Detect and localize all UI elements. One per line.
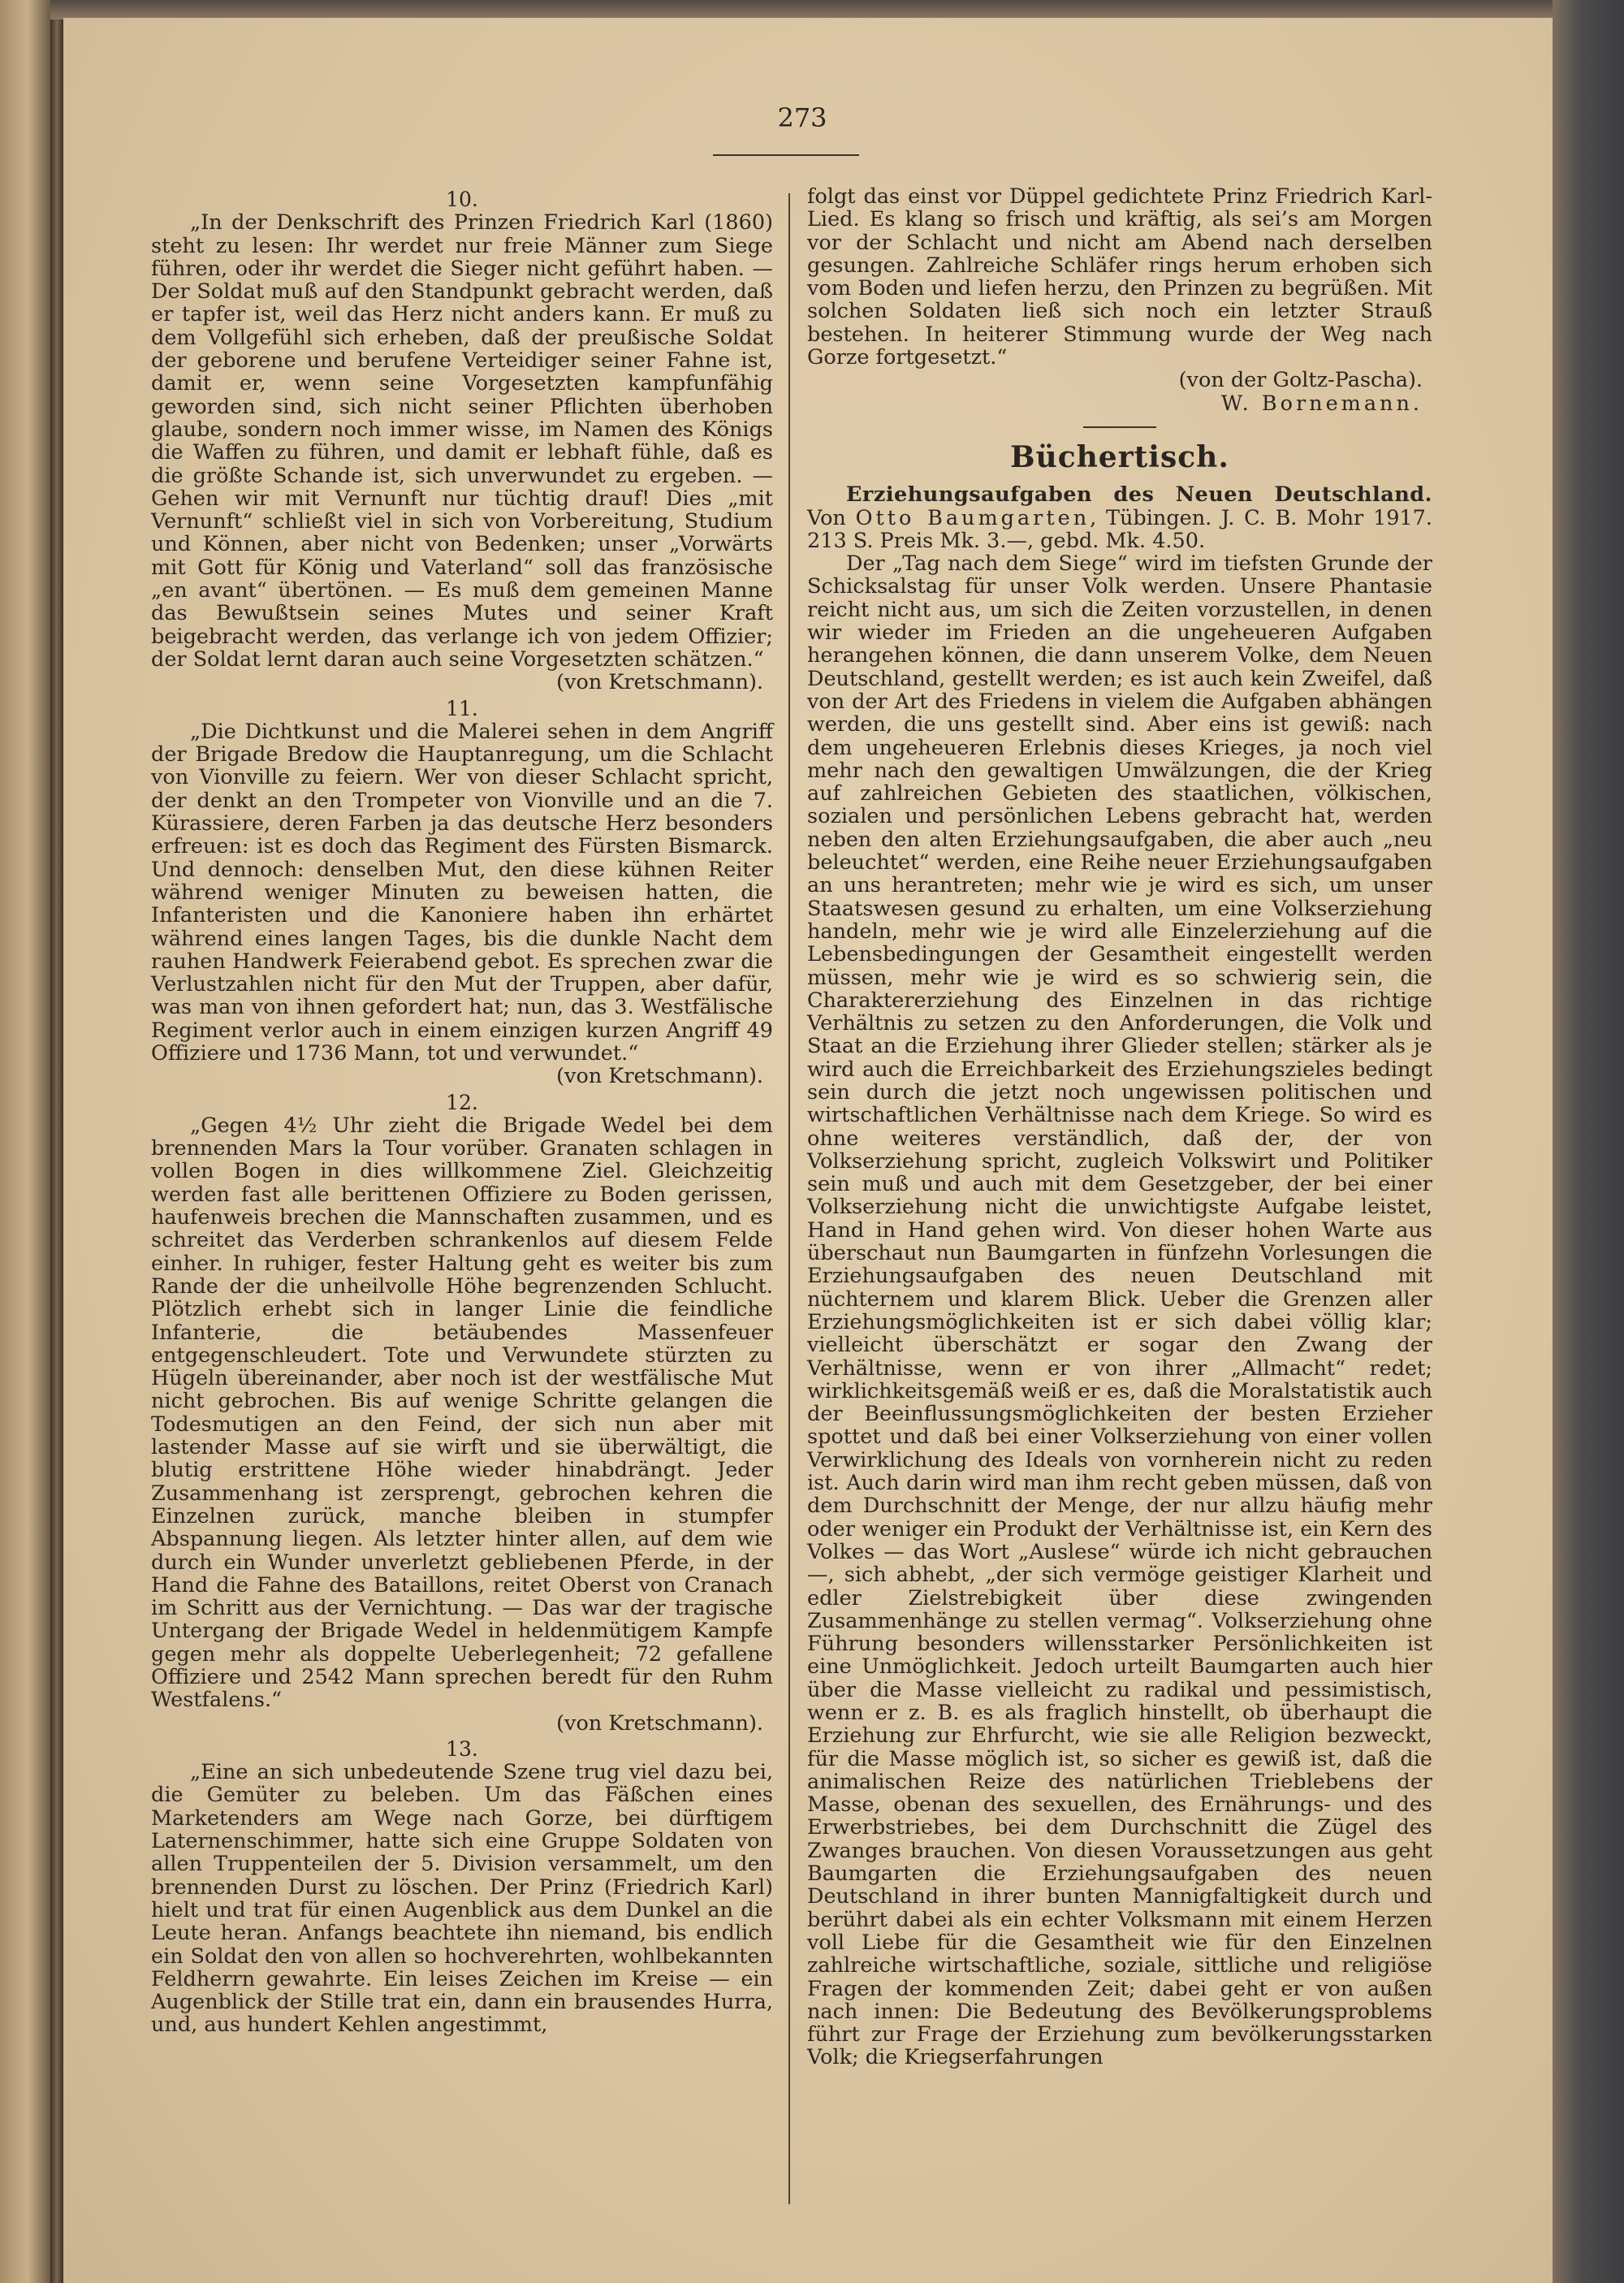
continued-source: (von der Goltz-Pascha). — [1178, 368, 1423, 393]
section-number: 10. — [446, 188, 478, 211]
section-text: „In der Denkschrift des Prinzen Friedrich Karl (1860) steht zu lesen: Ihr werdet nur freie Männer zum Siege führen, oder ihr werdet die Sieger nicht geführt haben. — Der Soldat muß auf den Standpunkt gebracht werden, daß er tapfer ist, weil das Herz nicht anders kann. Er muß zu dem Vollgefühl sich erheben, daß der preußische Soldat der geborene und berufene Verteidiger seiner Fahne ist, damit er, wenn seine Vorgesetzten kampfunfähig geworden sind, sich nicht seiner Pflichten überhoben glaube, sondern noch immer wisse, im Namen des Königs die Waffen zu führen, und damit er lebhaft fühle, daß es die größte Schande ist, sich unverwundet zu ergeben. — Gehen wir mit Vernunft nur tüchtig drauf! Dies „mit Vernunft“ schließt viel in sich von Vorbereitung, Studium und Können, aber nicht von Bedenken; unser „Vorwärts mit Gott für König und Vaterland“ soll das französische „en avant“ übertönen. — Es muß dem gemeinen Manne das Bewußtsein seines Mutes und seiner Kraft beigebracht werden, das verlange ich von jedem Offizier; der Soldat lernt daran auch seine Vorgesetzten schätzen.“ — [151, 210, 773, 672]
facing-page-edge — [0, 0, 50, 2283]
article-author: W. Bornemann. — [1220, 391, 1423, 416]
section-source: (von Kretschmann). — [556, 670, 763, 695]
section-title: Büchertisch. — [1010, 439, 1229, 474]
section-number: 13. — [446, 1736, 478, 1761]
review-body: Der „Tag nach dem Siege“ wird im tiefsten Grunde der Schicksalstag für unser Volk werden. Unsere Phantasie reicht nicht aus, um sich die Zeiten vorzustellen, in denen wir wieder im Frieden an die ungeheueren Aufgaben herangehen können, die dann unserem Volke, dem Neuen Deutschland, gestellt werden; es ist auch kein Zweifel, daß von der Art des Friedens in vielem die Aufgaben abhängen werden, die uns gestellt sind. Aber eins ist gewiß: nach dem ungeheueren Erlebnis dieses Krieges, ja noch viel mehr nach den gewaltigen Umwälzungen, die der Krieg auf zahlreichen Gebieten des staatlichen, völkischen, sozialen und persönlichen Lebens gebracht hat, werden neben den alten Erziehungsaufgaben, die aber auch „neu beleuchtet“ werden, eine Reihe neuer Erziehungsaufgaben an uns herantreten; mehr wie je wird es sich, um unser Staatswesen gesund zu erhalten, um eine Volkserziehung handeln, mehr wie je wird alle Einzelerziehung auf die Lebensbedingungen der Gesamtheit eingestellt werden müssen, mehr wie je wird es so schwierig sein, die Charaktererziehung des Einzelnen in das richtige Verhältnis zu setzen zu den Anforderungen, die Volk und Staat an die Erziehung ihrer Glieder stellen; stärker als je wird auch die Erreichbarkeit des Erziehungszieles bedingt sein durch die jetzt noch ungewissen politischen und wirtschaftlichen Verhältnisse nach dem Kriege. So wird es ohne weiteres verständlich, daß der, der von Volkserziehung spricht, zugleich Volkswirt und Politiker sein muß und auch mit dem Gesetzgeber, der bei einer Volkserziehung nicht die unwichtigste Aufgabe leistet, Hand in Hand gehen wird. Von dieser hohen Warte aus überschaut nun Baumgarten in fünfzehn Vorlesungen die Erziehungsaufgaben des neuen Deutschland mit nüchternem und klarem Blick. Ueber die Grenzen aller Erziehungsmöglichkeiten ist er sich dabei völlig klar; vielleicht überschätzt er sogar den Zwang der Verhältnisse, wenn er von ihrer „Allmacht“ redet; wirklichkeitsgemäß weiß er es, daß die Moralstatistik auch der Beeinflussungsmöglichkeiten der besten Erzieher spottet und daß bei einer Volkserziehung von einer vollen Verwirklichung des Ideals von vornherein nicht zu reden ist. Auch darin wird man ihm recht geben müssen, daß von dem Durchschnitt der Menge, der nur allzu häufig mehr oder weniger ein Produkt der Verhältnisse ist, ein Kern des Volkes — das Wort „Auslese“ würde ich nicht gebrauchen —, sich abhebt, „der sich vermöge geistiger Klarheit und edler Zielstrebigkeit über diese zwingenden Zusammenhänge zu stellen vermag“. Volkserziehung ohne Führung besonders willensstarker Persönlichkeiten ist eine Unmöglichkeit. Jedoch urteilt Baumgarten auch hier über die Masse vielleicht zu radikal und pessimistisch, wenn er z. B. es als fraglich hinstellt, ob überhaupt die Erziehung zur Ehrfurcht, wie sie alle Religion bezweckt, für die Masse möglich ist, so sicher es gewiß ist, daß die animalischen Reize des natürlichen Trieblebens der Masse, obenan des sexuellen, des Ernährungs- und des Erwerbstriebes, bei dem Durchschnitt die Zügel des Zwanges brauchen. Von diesen Voraussetzungen aus geht Baumgarten die Erziehungsaufgaben des neuen Deutschland in ihrer bunten Mannigfaltigkeit durch und berührt dabei als ein echter Volksmann mit einem Herzen voll Liebe für die Gesamtheit wie für den Einzelnen zahlreiche wirtschaftliche, soziale, sittliche und religiöse Fragen der kommenden Zeit; dabei geht er von außen nach innen: Die Bedeutung des Bevölkerungsproblems führt zur Frage der Erziehung zum bevölkerungsstarken Volk; die Kriegserfahrungen — [807, 551, 1432, 2070]
page-sheet — [63, 18, 1553, 2283]
page-top-edge — [50, 0, 1553, 19]
page-number: 273 — [777, 102, 827, 133]
section-text: „Die Dichtkunst und die Malerei sehen in dem Angriff der Brigade Bredow die Hauptanregung, um die Schlacht von Vionville zu feiern. Wer von dieser Schlacht spricht, der denkt an den Trompeter von Vionville und an die 7. Kürassiere, deren Farben ja das deutsche Herz besonders erfreuen: ist es doch das Regiment des Fürsten Bismarck. Und dennoch: denselben Mut, den diese kühnen Reiter während weniger Minuten zu beweisen hatten, die Infanteristen und die Kanoniere haben ihn erhärtet während eines langen Tages, bis die dunkle Nacht dem rauhen Handwerk Feierabend gebot. Es sprechen zwar die Verlustzahlen nicht für den Mut der Truppen, aber dafür, was man von ihnen gefordert hat; nun, das 3. Westfälische Regiment verlor auch in einem einzigen kurzen Angriff 49 Offiziere und 1736 Mann, tot und verwundet.“ — [151, 719, 773, 1066]
book-imprint: , Tübingen. J. C. B. Mohr 1917. 213 S. Preis Mk. 3.—, gebd. Mk. 4.50. — [807, 505, 1432, 553]
section-text: „Eine an sich unbedeutende Szene trug viel dazu bei, die Gemüter zu beleben. Um das Fäßchen eines Marketenders am Wege nach Gorze, bei dürftigem Laternenschimmer, hatte sich eine Gruppe Soldaten von allen Truppenteilen der 5. Division versammelt, um den brennenden Durst zu löschen. Der Prinz (Friedrich Karl) hielt und trat für einen Augenblick aus dem Dunkel an die Leute heran. Anfangs beachtete ihn niemand, bis endlich ein Soldat den von allen so hochverehrten, wohlbekannten Feldherrn gewahrte. Ein leises Zeichen im Kreise — ein Augenblick der Stille trat ein, dann ein brausendes Hurra, und, aus hundert Kehlen angestimmt, — [151, 1760, 773, 2038]
book-cover-edge — [1553, 0, 1624, 2283]
right-column — [807, 185, 1432, 2069]
section-source: (von Kretschmann). — [556, 1064, 763, 1089]
section-number: 12. — [446, 1090, 478, 1114]
column-divider — [788, 193, 790, 2204]
page-number-rule — [713, 154, 859, 156]
book-title: Erziehungsaufgaben des Neuen Deutschland. — [846, 482, 1432, 508]
book-author: Otto Baumgarten — [855, 505, 1091, 530]
section-number: 11. — [446, 696, 478, 720]
continued-text: folgt das einst vor Düppel gedichtete Prinz Friedrich Karl-Lied. Es klang so frisch und kräftig, als sei’s am Morgen vor der Schlacht und nicht am Abend nach derselben gesungen. Zahlreiche Schläfer rings herum erhoben sich vom Boden und liefen herzu, den Prinzen zu begrüßen. Mit solchen Soldaten ließ sich noch ein letzter Strauß bestehen. In heiterer Stimmung wurde der Weg nach Gorze fortgesetzt.“ — [807, 184, 1432, 370]
section-source: (von Kretschmann). — [556, 1710, 763, 1736]
book-gutter — [50, 0, 63, 2283]
left-column — [151, 185, 773, 2037]
section-text: „Gegen 4½ Uhr zieht die Brigade Wedel bei dem brennenden Mars la Tour vorüber. Granaten schlagen in vollen Bogen in dies willkommene Ziel. Gleichzeitig werden fast alle berittenen Offiziere zu Boden gerissen, haufenweis brechen die Mannschaften zusammen, und es schreitet das Verderben schrankenlos auf diesem Felde einher. In ruhiger, fester Haltung geht es weiter bis zum Rande der die unheilvolle Höhe begrenzenden Schlucht. Plötzlich erhebt sich in langer Linie die feindliche Infanterie, die betäubendes Massenfeuer entgegenschleudert. Tote und Verwundete stürzten zu Hügeln übereinander, aber noch ist der westfälische Mut nicht gebrochen. Bis auf wenige Schritte gelangen die Todesmutigen an den Feind, der sich nun aber mit lastender Masse auf sie wirft und sie überwältigt, die blutig erstrittene Höhe wieder hinabdrängt. Jeder Zusammenhang ist zersprengt, gebrochen kehren die Einzelnen zurück, manche bleiben in stumpfer Abspannung liegen. Als letzter hinter allen, auf dem wie durch ein Wunder unverletzt gebliebenen Pferde, in der Hand die Fahne des Bataillons, reitet Oberst von Cranach im Schritt aus der Vernichtung. — Das war der tragische Untergang der Brigade Wedel in heldenmütigem Kampfe gegen mehr als doppelte Ueberlegenheit; 72 gefallene Offiziere und 2542 Mann sprechen beredt für den Ruhm Westfalens.“ — [151, 1113, 773, 1713]
section-rule — [1083, 426, 1156, 428]
by-label: Von — [807, 505, 846, 530]
review-heading — [807, 483, 1432, 552]
